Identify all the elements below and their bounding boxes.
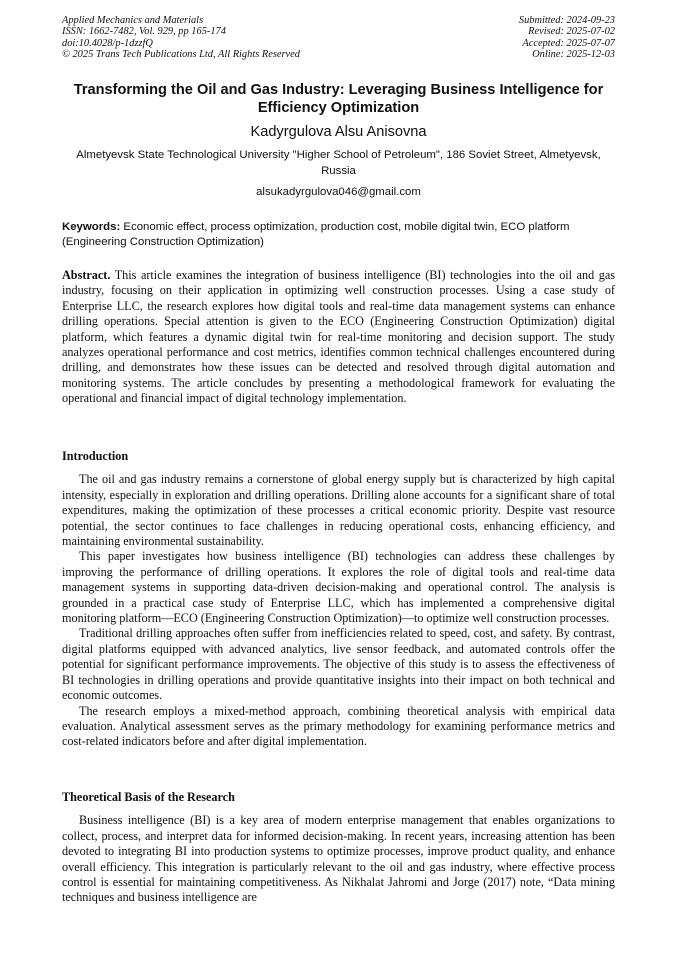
copyright: © 2025 Trans Tech Publications Ltd, All Rights Reserved [62,49,300,61]
abstract [62,268,615,407]
online-date: Online: 2025-12-03 [532,49,615,61]
theoretical-basis-paragraph: Business intelligence (BI) is a key area of modern enterprise management that enables organizations to collect, process, and interpret data for informed decision-making. In recent years, increasing attention has been devoted to integrating BI into production systems to optimize processes, improve product quality, and enhance overall efficiency. This integration is particularly relevant to the oil and gas industry, where effective process control is essential for maintaining competitiveness. As Nikhalat Jahromi and Jorge (2017) note, “Data mining techniques and business intelligence are [62,813,615,905]
introduction-paragraph: This paper investigates how business intelligence (BI) technologies can address these challenges by improving the performance of drilling operations. It explores the role of digital tools and real-time data management systems in supporting data-driven decision-making and operational control. The analysis is grounded in a practical case study of Enterprise LLC, which has implemented a comprehensive digital monitoring platform—ECO (Engineering Construction Optimization)—to optimize well construction processes. [62,549,615,626]
journal-header-right [519,15,615,61]
journal-issn: ISSN: 1662-7482, Vol. 929, pp 165-174 [62,26,226,38]
keywords-text: Economic effect, process optimization, production cost, mobile digital twin, ECO platform (Engineering Construction Optimization) [62,221,570,249]
revised-date: Revised: 2025-07-02 [528,26,615,38]
abstract-label: Abstract. [62,268,111,282]
keywords [62,220,615,251]
introduction-heading: Introduction [62,449,129,463]
abstract-text: This article examines the integration of business intelligence (BI) technologies into the oil and gas industry, focusing on their application in optimizing well construction processes. Using a case study of Enterprise LLC, the research explores how digital tools and real-time data management systems can enhance drilling operations. Special attention is given to the ECO (Engineering Construction Optimization) digital platform, which features a dynamic digital twin for real-time monitoring and decision support. The study analyzes operational performance and cost metrics, identifies common technical challenges encountered during drilling, and demonstrates how these issues can be detected and resolved through digital automation and monitoring systems. The article concludes by presenting a methodological framework for evaluating the operational and financial impact of digital technology implementation. [62,268,615,406]
doi: doi:10.4028/p-1dzzfQ [62,37,153,49]
theoretical-basis-section [62,790,615,906]
accepted-date: Accepted: 2025-07-07 [522,37,615,49]
journal-header-left [62,15,300,61]
journal-name: Applied Mechanics and Materials [62,15,204,26]
submitted-date: Submitted: 2024-09-23 [518,15,615,26]
introduction-paragraph: The oil and gas industry remains a cornerstone of global energy supply but is characterized by high capital intensity, especially in exploration and drilling operations. Drilling alone accounts for a significant share of total expenditures, making the optimization of these processes a critical economic priority. Despite vast resource potential, the sector continues to face challenges in reducing operational costs, enhancing efficiency, and maintaining environmental sustainability. [62,472,615,549]
introduction-paragraph: Traditional drilling approaches often suffer from inefficiencies related to speed, cost, and safety. By contrast, digital platforms equipped with advanced analytics, live sensor feedback, and automated controls offer the potential for significant performance improvements. The objective of this study is to assess the effectiveness of BI technologies in drilling operations and provide quantitative insights into their impact on both technical and economic outcomes. [62,626,615,703]
author-name: Kadyrgulova Alsu Anisovna [250,124,427,140]
theoretical-basis-heading: Theoretical Basis of the Research [62,790,235,804]
author-affiliation: Almetyevsk State Technological University "Higher School of Petroleum", 186 Soviet Street, Almetyevsk, Russia [76,149,601,177]
keywords-label: Keywords: [62,221,121,233]
author-email: alsukadyrgulova046@gmail.com [256,186,421,198]
introduction-paragraph: The research employs a mixed-method approach, combining theoretical analysis with empirical data evaluation. Analytical assessment serves as the primary methodology for examining performance metrics and cost-related indicators before and after digital implementation. [62,703,615,749]
introduction-section [62,449,615,750]
paper-title: Transforming the Oil and Gas Industry: Leveraging Business Intelligence for Efficiency Optimization [73,82,604,116]
